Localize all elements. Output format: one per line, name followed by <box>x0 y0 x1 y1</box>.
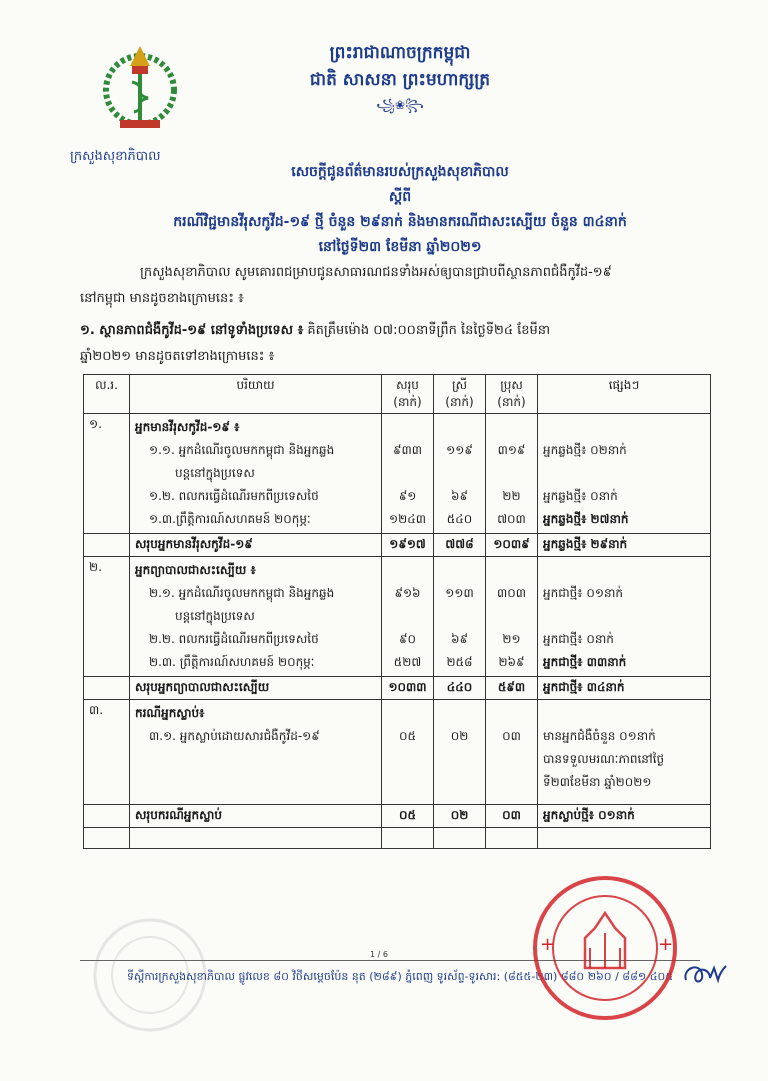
section-text: ឆ្នាំ២០២១ មានដូចតទៅខាងក្រោមនេះ ៖ <box>80 349 275 364</box>
row-desc: ១.១. អ្នកដំណើរចូលមកកម្ពុជា និងអ្នកឆ្លង <box>149 443 335 457</box>
ornament-icon: ꧁❀꧂ <box>376 98 424 112</box>
row-desc: ២.៣. ព្រឹត្តិការណ៍សហគមន៍ ២០កុម្ភៈ <box>149 655 315 669</box>
intro-line: នៅកម្ពុជា មានដូចខាងក្រោមនេះ ៖ <box>80 291 244 306</box>
cell-female: ៦៩ <box>451 632 468 646</box>
cell-other: អ្នកឆ្លងថ្មី៖ ២៧នាក់ <box>543 512 629 526</box>
header-desc: បរិយាយ <box>130 375 382 414</box>
cell-male: ៧០៣ <box>497 512 526 526</box>
summary-other: អ្នកឆ្លងថ្មី៖ ២៩នាក់ <box>538 534 711 557</box>
row-number: ១. <box>84 414 130 534</box>
cell-male: ២២ <box>502 489 521 503</box>
summary-total: ០៥ <box>382 805 434 828</box>
title-line: សេចក្ដីជូនព័ត៌មានរបស់ក្រសួងសុខាភិបាល <box>291 164 509 180</box>
title-line: ស្ដីពី <box>388 189 412 205</box>
motto-line: ជាតិ សាសនា ព្រះមហាក្សត្រ <box>309 70 491 90</box>
kingdom-header <box>250 40 550 94</box>
cell-total: ៩១ <box>398 489 417 503</box>
row-desc: បន្តនៅក្នុងប្រទេស <box>175 466 255 480</box>
cell-female: ៥៤០ <box>446 512 473 526</box>
summary-total: ១៩១៧ <box>382 534 434 557</box>
cell-other: បានទទួលមរណៈភាពនៅថ្ងៃ <box>543 752 665 766</box>
section-1 <box>80 318 720 370</box>
footer-address: ទីស្ដីការក្រសួងសុខាភិបាល ផ្លូវលេខ ៨០ វិថីសម្ដេចប៉ែន នុត (២៨៩) ភ្នំពេញ ទូរស័ព្ទ-ទូរសារ: (៨៥៥-២៣) ៨៨០ ២៦០ / ៨៨១ ៤០៥ <box>126 970 674 983</box>
group-title: អ្នកព្យាបាលជាសះស្បើយ ៖ <box>135 563 256 577</box>
summary-male: ១០៣៩ <box>486 534 538 557</box>
table-summary-row <box>84 534 711 557</box>
title-line: ករណីវិជ្ជមានវីរុសកូវីដ-១៩ ថ្មី ចំនួន ២៩នាក់ និងមានករណីជាសះស្បើយ ចំនួន ៣៤នាក់ <box>173 214 627 230</box>
header-female: ស្រី (នាក់) <box>434 375 486 414</box>
cell-total: ៥២៧ <box>393 655 422 669</box>
press-release-title <box>120 160 680 260</box>
cell-female: ០២ <box>450 729 469 743</box>
table-row <box>84 557 711 677</box>
cell-other: អ្នកឆ្លងថ្មី៖ ០នាក់ <box>543 489 618 503</box>
table-empty-row <box>84 828 711 849</box>
cell-total: ៩០ <box>399 632 416 646</box>
header-male: ប្រុស (នាក់) <box>486 375 538 414</box>
table-summary-row <box>84 805 711 828</box>
cell-male: ២១ <box>502 632 521 646</box>
ministry-name: ក្រសួងសុខាភិបាល <box>70 149 161 164</box>
cell-male: ៣០៣ <box>496 586 526 600</box>
summary-other: អ្នកជាថ្មី៖ ៣៤នាក់ <box>538 677 711 700</box>
section-heading: ១. ស្ថានភាពជំងឺកូវីដ-១៩ នៅទូទាំងប្រទេស ៖ <box>80 323 304 338</box>
row-number: ៣. <box>84 700 130 805</box>
cell-other: អ្នកឆ្លងថ្មី៖ ០២នាក់ <box>543 443 627 457</box>
summary-female: ០២ <box>434 805 486 828</box>
ministry-logo <box>92 40 188 136</box>
cell-other: អ្នកជាថ្មី៖ ០នាក់ <box>543 632 614 646</box>
cell-other: អ្នកជាថ្មី៖ ០១នាក់ <box>543 586 623 600</box>
cell-male: ០៣ <box>502 729 521 743</box>
cell-other: អ្នកជាថ្មី៖ ៣៣នាក់ <box>543 655 627 669</box>
row-desc: ១.២. ពលករធ្វើដំណើរមកពីប្រទេសថៃ <box>149 489 319 503</box>
cell-total: ៩១៦ <box>394 586 421 600</box>
row-desc: ២.២. ពលករធ្វើដំណើរមកពីប្រទេសថៃ <box>149 632 319 646</box>
table-summary-row <box>84 677 711 700</box>
row-number: ២. <box>84 557 130 677</box>
cell-male: ៣១៩ <box>497 443 526 457</box>
header-total: សរុប (នាក់) <box>382 375 434 414</box>
summary-male: ០៣ <box>486 805 538 828</box>
cell-female: ២៥៨ <box>446 655 473 669</box>
row-desc: ២.១. អ្នកដំណើរចូលមកកម្ពុជា និងអ្នកឆ្លង <box>149 586 335 600</box>
cell-male: ២៦៩ <box>498 655 525 669</box>
table-row <box>84 700 711 805</box>
group-title: អ្នកមានវីរុសកូវីដ-១៩ ៖ <box>135 420 240 434</box>
section-text: គិតត្រឹមម៉ោង ០៧:០០នាទីព្រឹក នៃថ្ងៃទី២៤ ខែមីនា <box>303 323 551 338</box>
summary-desc: សរុបករណីអ្នកស្លាប់ <box>130 805 382 828</box>
intro-paragraph <box>80 260 710 312</box>
summary-female: ៤៤០ <box>434 677 486 700</box>
summary-desc: សរុបអ្នកព្យាបាលជាសះស្បើយ <box>130 677 382 700</box>
cell-other: ទី២៣ខែមីនា ឆ្នាំ២០២១ <box>543 775 652 789</box>
signature-icon <box>680 960 728 988</box>
summary-female: ៧៧៨ <box>434 534 486 557</box>
cell-total: ០៥ <box>399 729 416 743</box>
summary-total: ១០៣៣ <box>382 677 434 700</box>
cell-total: ១២៤៣ <box>389 512 426 526</box>
summary-other: អ្នកស្លាប់ថ្មី៖ ០១នាក់ <box>538 805 711 828</box>
group-title: ករណីអ្នកស្លាប់៖ <box>135 706 205 720</box>
row-desc: បន្តនៅក្នុងប្រទេស <box>175 609 255 623</box>
summary-male: ៥៩៣ <box>486 677 538 700</box>
row-desc: ១.៣.ព្រឹត្តិការណ៍សហគមន៍ ២០កុម្ភៈ <box>149 512 311 526</box>
header-other: ផ្សេងៗ <box>538 375 711 414</box>
cell-female: ១១៣ <box>445 586 474 600</box>
intro-line: ក្រសួងសុខាភិបាល សូមគោរពជម្រាបជូនសាធារណជនទាំងអស់ឲ្យបានជ្រាបពីស្ថានភាពជំងឺកូវីដ-១៩ <box>140 265 612 280</box>
table-row <box>84 414 711 534</box>
row-desc: ៣.១. អ្នកស្លាប់ដោយសារជំងឺកូវីដ-១៩ <box>149 729 320 743</box>
cell-other: មានអ្នកជំងឺចំនួន ០១នាក់ <box>543 729 656 743</box>
covid-stats-table <box>83 374 711 849</box>
page-number: 1 / 6 <box>370 950 388 959</box>
kingdom-line: ព្រះរាជាណាចក្រកម្ពុជា <box>329 43 471 63</box>
cell-female: ១១៩ <box>446 443 473 457</box>
official-stamp-icon <box>530 868 680 1028</box>
cell-total: ៩៣៣ <box>392 443 422 457</box>
cell-female: ៦៩ <box>451 489 468 503</box>
svg-text:+: + <box>658 934 674 955</box>
header-no: ល.រ. <box>84 375 130 414</box>
title-line: នៅថ្ងៃទី២៣ ខែមីនា ឆ្នាំ២០២១ <box>318 239 482 255</box>
svg-text:+: + <box>540 934 556 955</box>
table-header-row <box>84 375 711 414</box>
summary-desc: សរុបអ្នកមានវីរុសកូវីដ-១៩ <box>130 534 382 557</box>
